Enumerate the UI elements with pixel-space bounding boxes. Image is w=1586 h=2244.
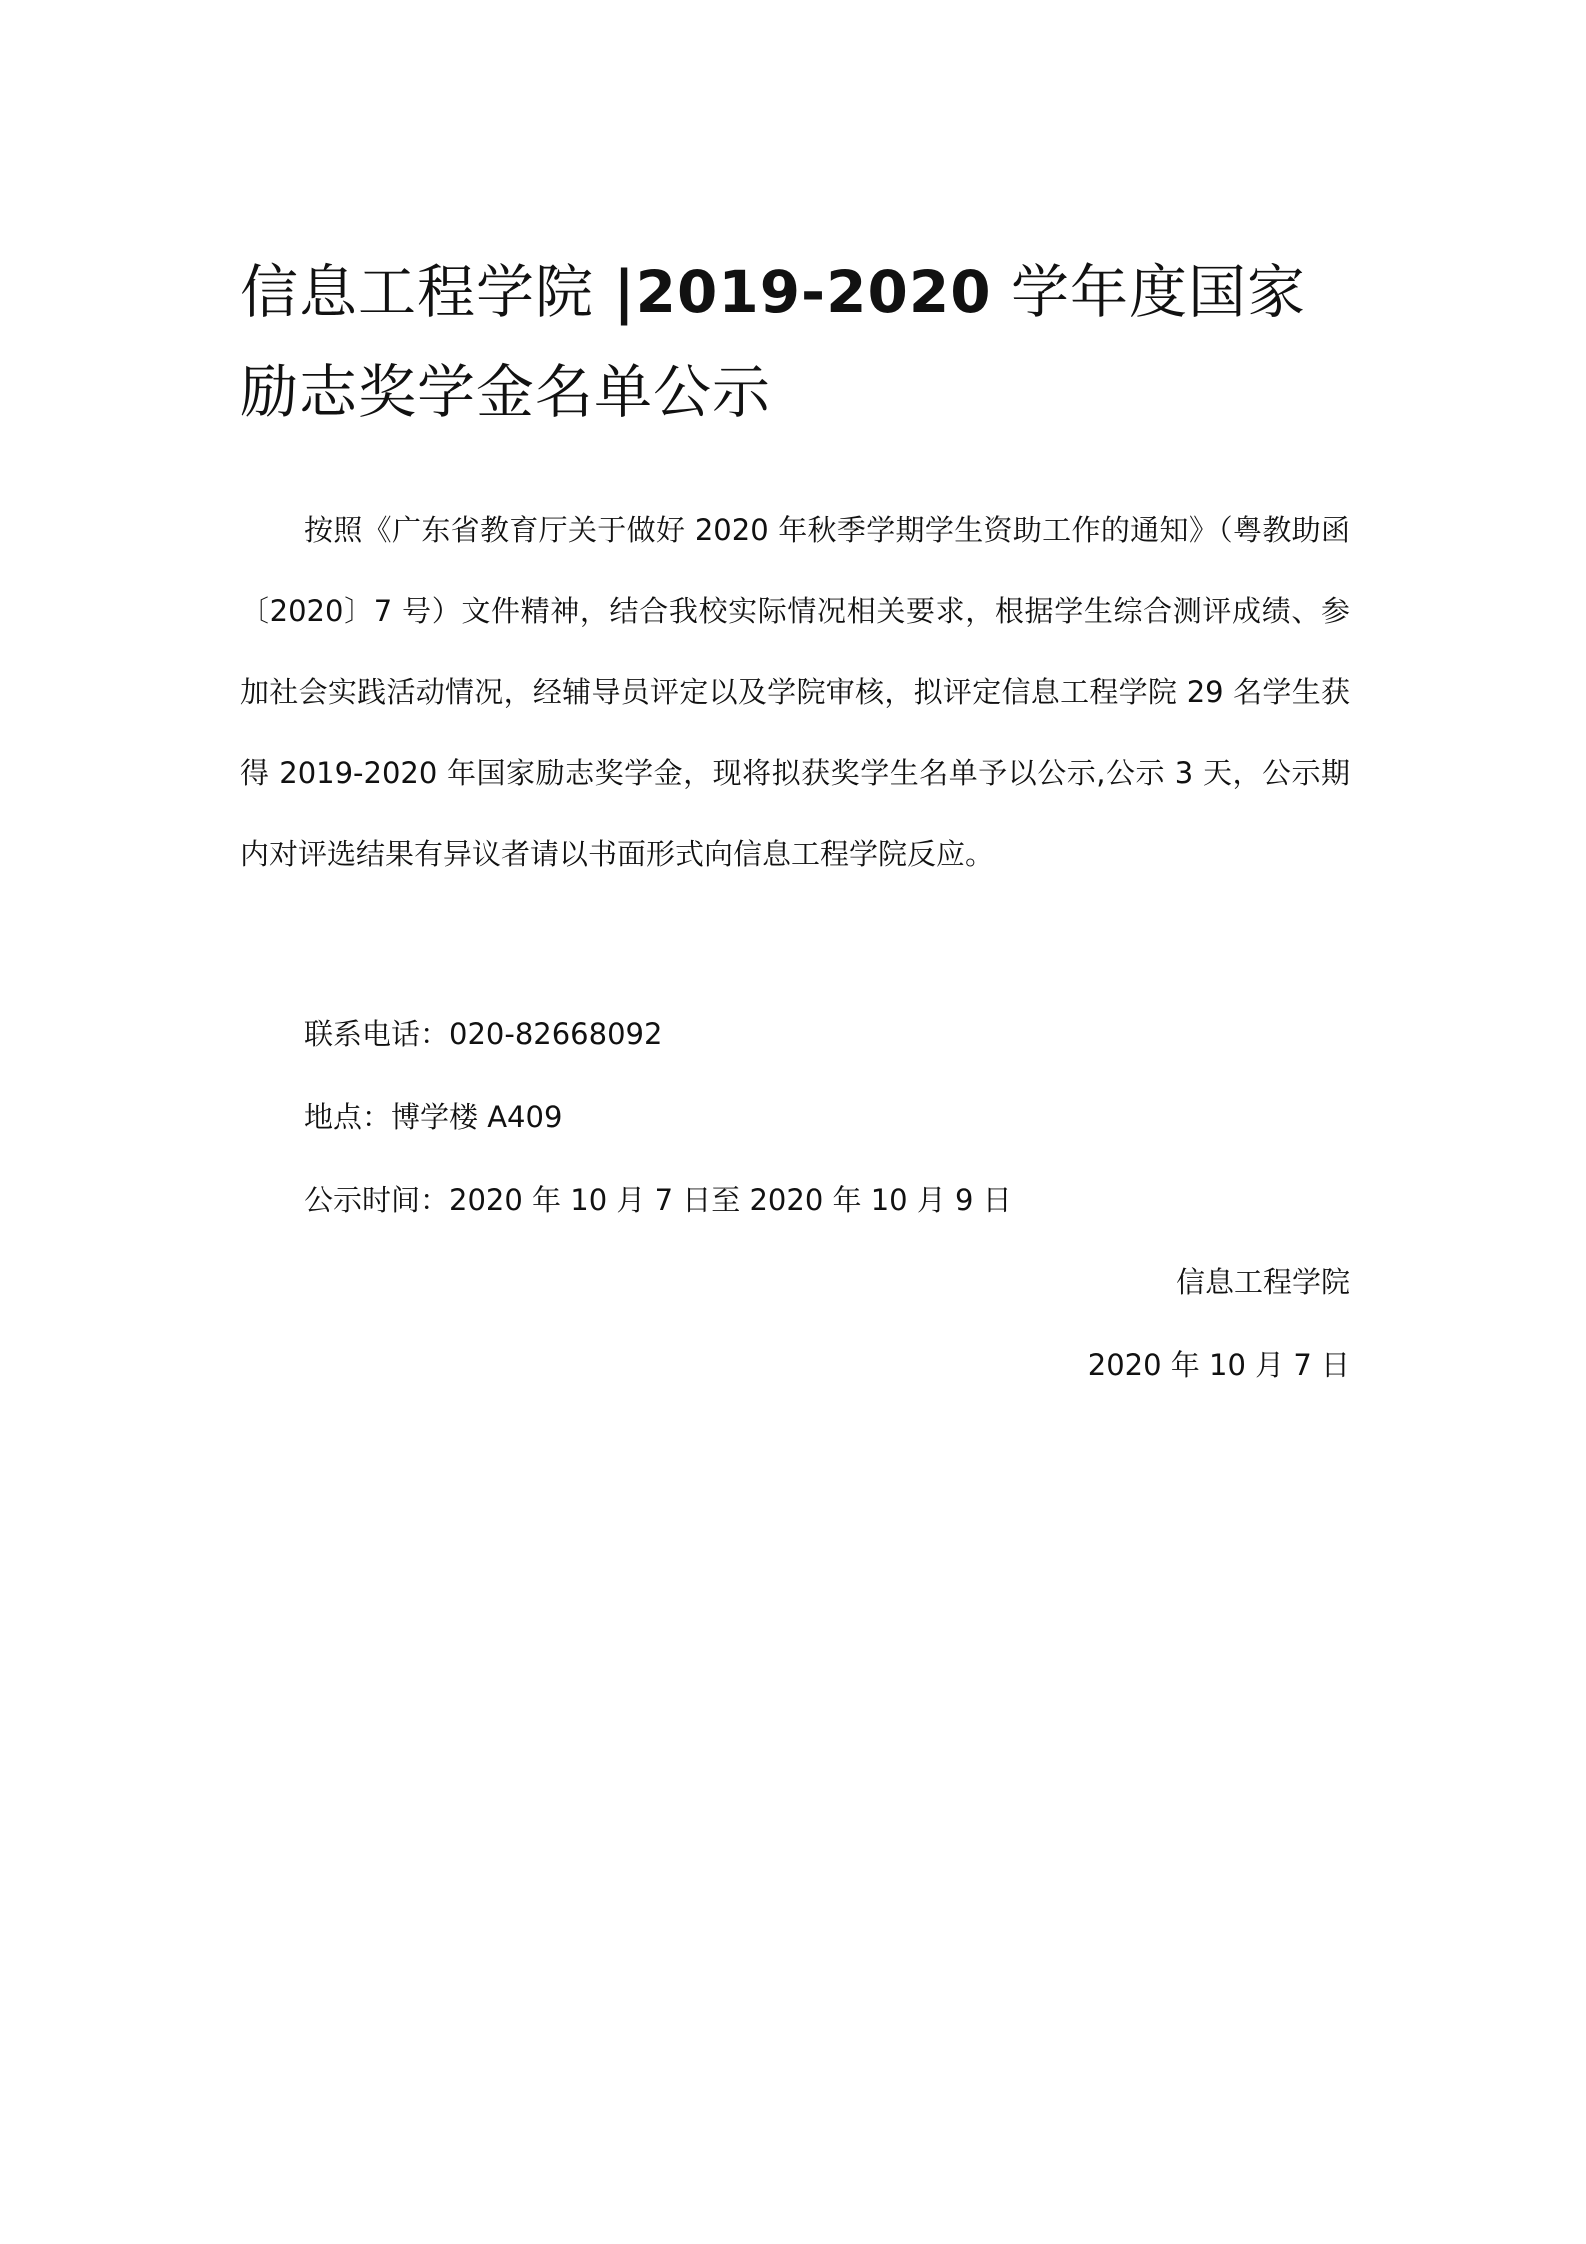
document-title bbox=[240, 242, 1350, 442]
notice-period: 公示时间：2020 年 10 月 7 日至 2020 年 10 月 9 日 bbox=[304, 1183, 1012, 1217]
title-text-part2: 学年度国家励志奖学金名单公示 bbox=[240, 258, 1306, 426]
contact-phone: 联系电话：020-82668092 bbox=[304, 1017, 663, 1051]
title-text-part1: 信息工程学院 bbox=[240, 258, 614, 326]
signature-department: 信息工程学院 bbox=[1175, 1265, 1350, 1299]
signature-date: 2020 年 10 月 7 日 bbox=[1087, 1348, 1350, 1382]
title-years: 2019-2020 bbox=[635, 258, 992, 326]
title-separator: | bbox=[613, 258, 636, 326]
notice-body-paragraph: 按照《广东省教育厅关于做好 2020 年秋季学期学生资助工作的通知》（粤教助函〔2020〕7 号）文件精神，结合我校实际情况相关要求，根据学生综合测评成绩、参加社会实践活动情况，经辅导员评定以及学院审核，拟评定信息工程学院 29 名学生获得 2019-2020 年国家励志奖学金，现将拟获奖学生名单予以公示,公示 3 天，公示期内对评选结果有异议者请以书面形式向信息工程学院反应。 bbox=[240, 513, 1350, 871]
location: 地点：博学楼 A409 bbox=[304, 1100, 563, 1134]
